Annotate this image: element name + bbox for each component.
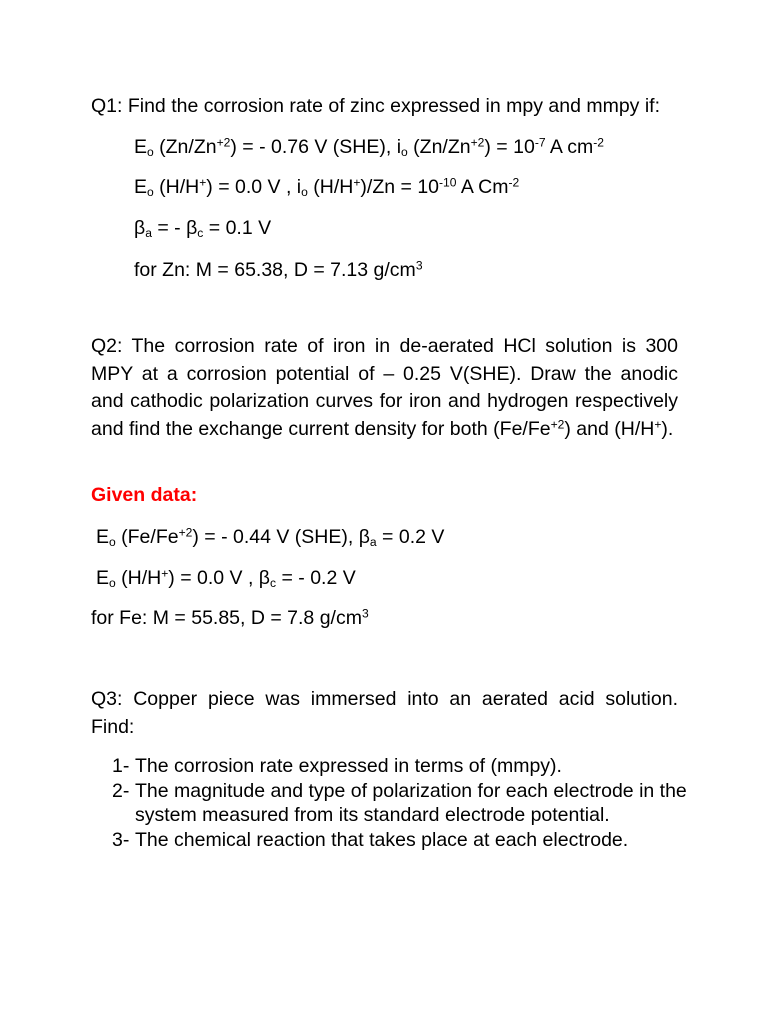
q1-equation-zinc: $E_o$ $(Zn/Zn^{+2})$ = - 0.76 V (SHE), $i_o$ $(Zn/Zn^{+2}) = 10^{-7}$ A $cm^{-2}$ bbox=[134, 135, 604, 160]
q3-text: Q3: Copper piece was immersed into an aerated acid solution. Find: bbox=[91, 688, 678, 738]
q1-title: Q1: Find the corrosion rate of zinc expressed in mpy and mmpy if: bbox=[91, 95, 660, 117]
q3-task-list bbox=[112, 754, 692, 852]
list-item bbox=[112, 779, 692, 828]
q2-given-iron-equation: $E_o$ $(Fe/Fe^{+2})$ = - 0.44 V (SHE), $\beta_a = 0.2$ V bbox=[96, 525, 445, 550]
list-item-text: The corrosion rate expressed in terms of (mmpy). bbox=[135, 755, 562, 777]
given-data-heading: Given data: bbox=[91, 484, 198, 506]
list-item bbox=[112, 828, 692, 853]
list-item-number: 3- bbox=[112, 828, 130, 851]
list-item-number: 2- bbox=[112, 779, 130, 802]
list-item-number: 1- bbox=[112, 755, 130, 777]
q1-zinc-properties: for Zn: M = 65.38, D = 7.13 $g/cm^3$ bbox=[134, 258, 423, 281]
q2-iron-properties: for Fe: M = 55.85, D = 7.8 $g/cm^3$ bbox=[91, 606, 369, 629]
q1-tafel-slopes: $\beta_a$ = - $\beta_c = 0.1$ V bbox=[134, 217, 272, 241]
q1-equation-hydrogen: $E_o$ (H/H+) = 0.0 V , $i_o$ $(H/H^+)/Zn = 10^{-10}$ A $Cm^{-2}$ bbox=[134, 175, 520, 200]
list-item-text: The chemical reaction that takes place at each electrode. bbox=[135, 828, 629, 851]
list-item-text: The magnitude and type of polarization for each electrode in the system measured from its standard electrode potential. bbox=[135, 779, 687, 826]
q2-given-hydrogen-equation: $E_o$ (H/H+) = 0.0 V , $\beta_c$ = - 0.2 V bbox=[96, 566, 356, 591]
q2-text: Q2: The corrosion rate of iron in de-aerated HCl solution is 300 MPY at a corrosion potential of – 0.25 V(SHE). Draw the anodic and cathodic polarization curves for iron and hydrogen respectively and find the exchange current density for both $(Fe/Fe^{+2})$ and (H/H+). bbox=[91, 335, 678, 440]
list-item bbox=[112, 754, 692, 779]
